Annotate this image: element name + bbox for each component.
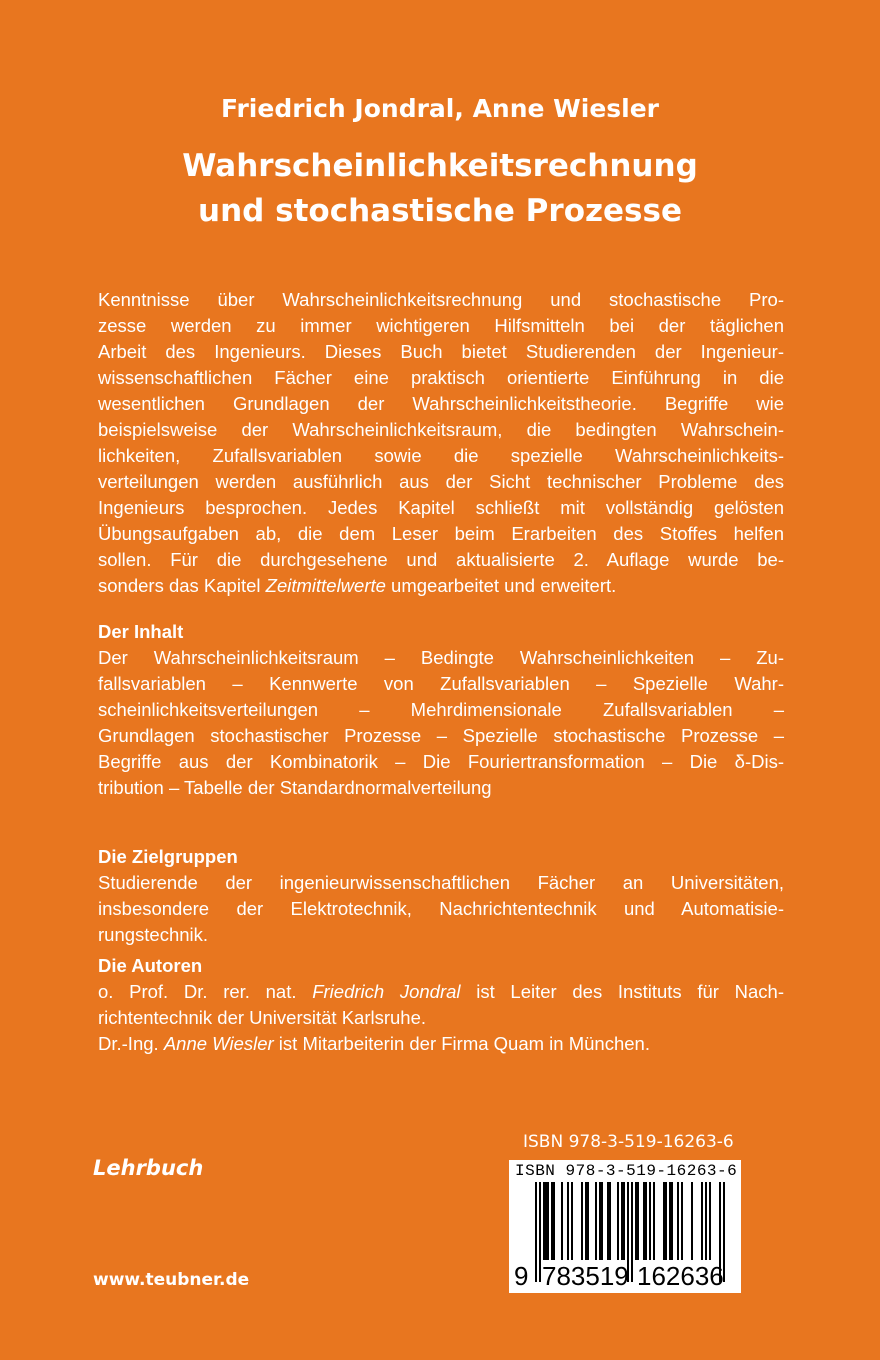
barcode-bar [599, 1182, 601, 1260]
author-name: Friedrich Jondral [312, 981, 461, 1002]
barcode-bar [617, 1182, 619, 1260]
barcode-bar [585, 1182, 587, 1260]
book-title [0, 144, 880, 234]
barcode-bar [665, 1182, 667, 1260]
audience-line: rungstechnik. [98, 924, 209, 945]
barcode-bar [681, 1182, 683, 1260]
barcode-bar [567, 1182, 569, 1260]
description-line: Kenntnisse über Wahrscheinlichkeitsrechnung und stochastische Pro- [98, 289, 784, 310]
section-heading: Die Autoren [98, 955, 203, 976]
barcode-isbn-label: ISBN 978-3-519-16263-6 [515, 1162, 738, 1180]
barcode-bar [553, 1182, 555, 1260]
content-line: Der Wahrscheinlichkeitsraum – Bedingte Wahrscheinlichkeiten – Zu- [98, 647, 784, 668]
description-line: sollen. Für die durchgesehene und aktualisierte 2. Auflage wurde be- [98, 549, 784, 570]
author-line [98, 979, 784, 1005]
barcode-left-digits: 783519 [542, 1261, 629, 1291]
audience-line: insbesondere der Elektrotechnik, Nachrichtentechnik und Automatisie- [98, 898, 784, 919]
author-line [98, 1031, 784, 1057]
barcode-bar [587, 1182, 589, 1260]
barcode-bar [705, 1182, 707, 1260]
barcode-bar [535, 1182, 537, 1282]
barcode-bar [663, 1182, 665, 1260]
barcode-bar [653, 1182, 655, 1260]
title-line: Wahrscheinlichkeitsrechnung [182, 148, 698, 184]
content-line: fallsvariablen – Kennwerte von Zufallsvariablen – Spezielle Wahr- [98, 673, 784, 694]
barcode-bar [635, 1182, 637, 1260]
barcode-bar [623, 1182, 625, 1260]
text: sonders das Kapitel [98, 575, 266, 596]
barcode-bar [601, 1182, 603, 1260]
content-line: scheinlichkeitsverteilungen – Mehrdimensionale Zufallsvariablen – [98, 699, 784, 720]
authors: Friedrich Jondral, Anne Wiesler [220, 94, 660, 123]
barcode-bar [677, 1182, 679, 1260]
title-line: und stochastische Prozesse [198, 193, 682, 229]
barcode-bar [607, 1182, 609, 1260]
series-label: Lehrbuch [93, 1156, 204, 1180]
barcode [509, 1160, 741, 1293]
description-line: zesse werden zu immer wichtigeren Hilfsmitteln bei der täglichen [98, 315, 784, 336]
barcode-bar [709, 1182, 711, 1260]
isbn-text: ISBN 978-3-519-16263-6 [523, 1132, 734, 1152]
barcode-bar [621, 1182, 623, 1260]
barcode-bar [691, 1182, 693, 1260]
barcode-bar [645, 1182, 647, 1260]
text: o. Prof. Dr. rer. nat. [98, 981, 313, 1002]
barcode-bar [649, 1182, 651, 1260]
barcode-first-digit: 9 [514, 1261, 529, 1291]
description-line: Arbeit des Ingenieurs. Dieses Buch bietet Studierenden der Ingenieur- [98, 341, 784, 362]
text: Dr.-Ing. [98, 1033, 164, 1054]
description-line: verteilungen werden ausführlich aus der Sicht technischer Probleme des [98, 471, 784, 492]
barcode-bar [595, 1182, 597, 1260]
section-heading: Der Inhalt [98, 621, 184, 642]
section-autoren [98, 953, 784, 1057]
barcode-bar [669, 1182, 671, 1260]
content-line: Begriffe aus der Kombinatorik – Die Fouriertransformation – Die δ-Dis- [98, 751, 784, 772]
description-line [98, 573, 784, 599]
content-line: tribution – Tabelle der Standardnormalverteilung [98, 777, 492, 798]
author-line: richtentechnik der Universität Karlsruhe. [98, 1007, 427, 1028]
description-line: wissenschaftlichen Fächer eine praktisch orientierte Einführung in die [98, 367, 784, 388]
description-line: lichkeiten, Zufallsvariablen sowie die spezielle Wahrscheinlichkeits- [98, 445, 784, 466]
audience-line: Studierende der ingenieurwissenschaftlichen Fächer an Universitäten, [98, 872, 784, 893]
description-line: Übungsaufgaben ab, die dem Leser beim Erarbeiten des Stoffes helfen [98, 523, 784, 544]
text: ist Mitarbeiterin der Firma Quam in München. [273, 1033, 650, 1054]
barcode-right-digits: 162636 [637, 1261, 724, 1291]
description [98, 287, 784, 599]
barcode-bar [539, 1182, 541, 1282]
section-heading: Die Zielgruppen [98, 846, 238, 867]
barcode-bar [701, 1182, 703, 1260]
section-zielgruppen [98, 844, 784, 948]
barcode-bar [543, 1182, 545, 1260]
barcode-bar [671, 1182, 673, 1260]
barcode-bar [643, 1182, 645, 1260]
section-inhalt [98, 619, 784, 801]
text: ist Leiter des Instituts für Nach- [460, 981, 784, 1002]
barcode-bar [561, 1182, 563, 1260]
description-line: Ingenieurs besprochen. Jedes Kapitel schließt mit vollständig gelösten [98, 497, 784, 518]
barcode-bar [547, 1182, 549, 1260]
description-line: beispielsweise der Wahrscheinlichkeitsraum, die bedingten Wahrschein- [98, 419, 784, 440]
barcode-bar [609, 1182, 611, 1260]
content-line: Grundlagen stochastischer Prozesse – Spezielle stochastische Prozesse – [98, 725, 784, 746]
text: umgearbeitet und erweitert. [385, 575, 617, 596]
website-link[interactable]: www.teubner.de [93, 1270, 250, 1290]
barcode-bar [637, 1182, 639, 1260]
emphasis: Zeitmittelwerte [265, 575, 386, 596]
author-name: Anne Wiesler [163, 1033, 274, 1054]
description-line: wesentlichen Grundlagen der Wahrscheinlichkeitstheorie. Begriffe wie [98, 393, 784, 414]
barcode-bar [631, 1182, 633, 1282]
barcode-bar [571, 1182, 573, 1260]
barcode-bar [545, 1182, 547, 1260]
barcode-bar [581, 1182, 583, 1260]
barcode-bar [551, 1182, 553, 1260]
